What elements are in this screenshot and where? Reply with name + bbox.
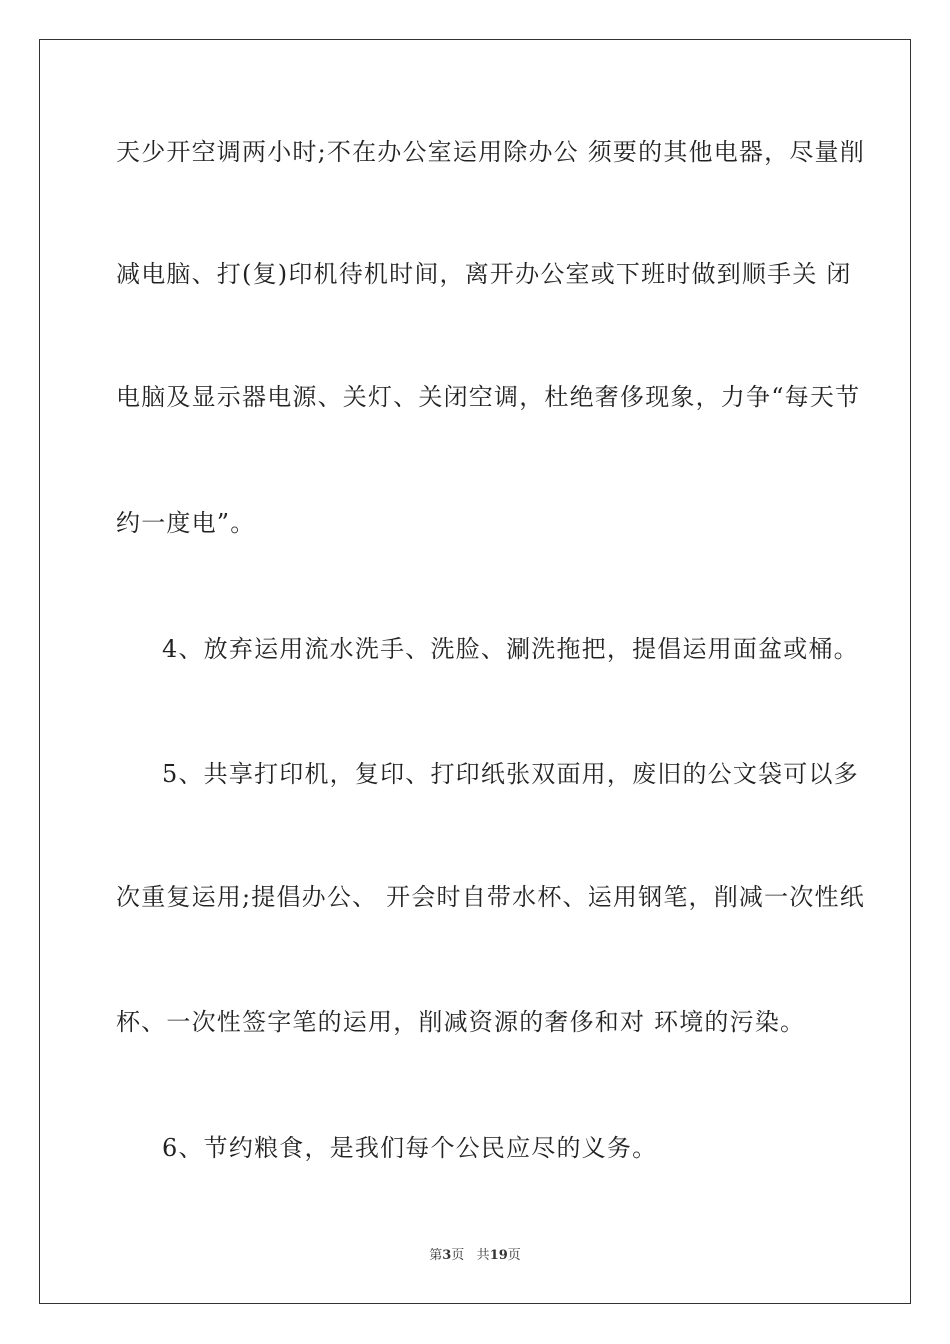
- list-item-5-line-1: 5、共享打印机，复印、打印纸张双面用，废旧的公文袋可以多: [162, 760, 859, 788]
- list-item-6: 6、节约粮食，是我们每个公民应尽的义务。: [162, 1134, 658, 1162]
- paragraph-line-2: 减电脑、打(复)印机待机时间，离开办公室或下班时做到顺手关 闭: [116, 260, 852, 288]
- footer-page-suffix: 页: [451, 1248, 465, 1263]
- paragraph-line-3: 电脑及显示器电源、关灯、关闭空调，杜绝奢侈现象，力争“每天节: [116, 383, 861, 411]
- footer-page-prefix: 第: [429, 1248, 443, 1263]
- list-item-4: 4、放弃运用流水洗手、洗脸、涮洗拖把，提倡运用面盆或桶。: [162, 635, 859, 663]
- page-footer: [0, 1247, 950, 1265]
- paragraph-line-1: 天少开空调两小时;不在办公室运用除办公 须要的其他电器，尽量削: [116, 138, 865, 166]
- footer-total-prefix: 共: [476, 1248, 490, 1263]
- list-item-5-line-2: 次重复运用;提倡办公、 开会时自带水杯、运用钢笔，削减一次性纸: [116, 883, 865, 911]
- footer-total-pages: 19: [489, 1248, 508, 1263]
- paragraph-line-4: 约一度电”。: [116, 509, 256, 537]
- list-item-5-line-3: 杯、一次性签字笔的运用，削减资源的奢侈和对 环境的污染。: [116, 1008, 806, 1036]
- footer-page-number: 3: [442, 1248, 452, 1263]
- page-border: [39, 39, 911, 1304]
- footer-total-suffix: 页: [507, 1248, 521, 1263]
